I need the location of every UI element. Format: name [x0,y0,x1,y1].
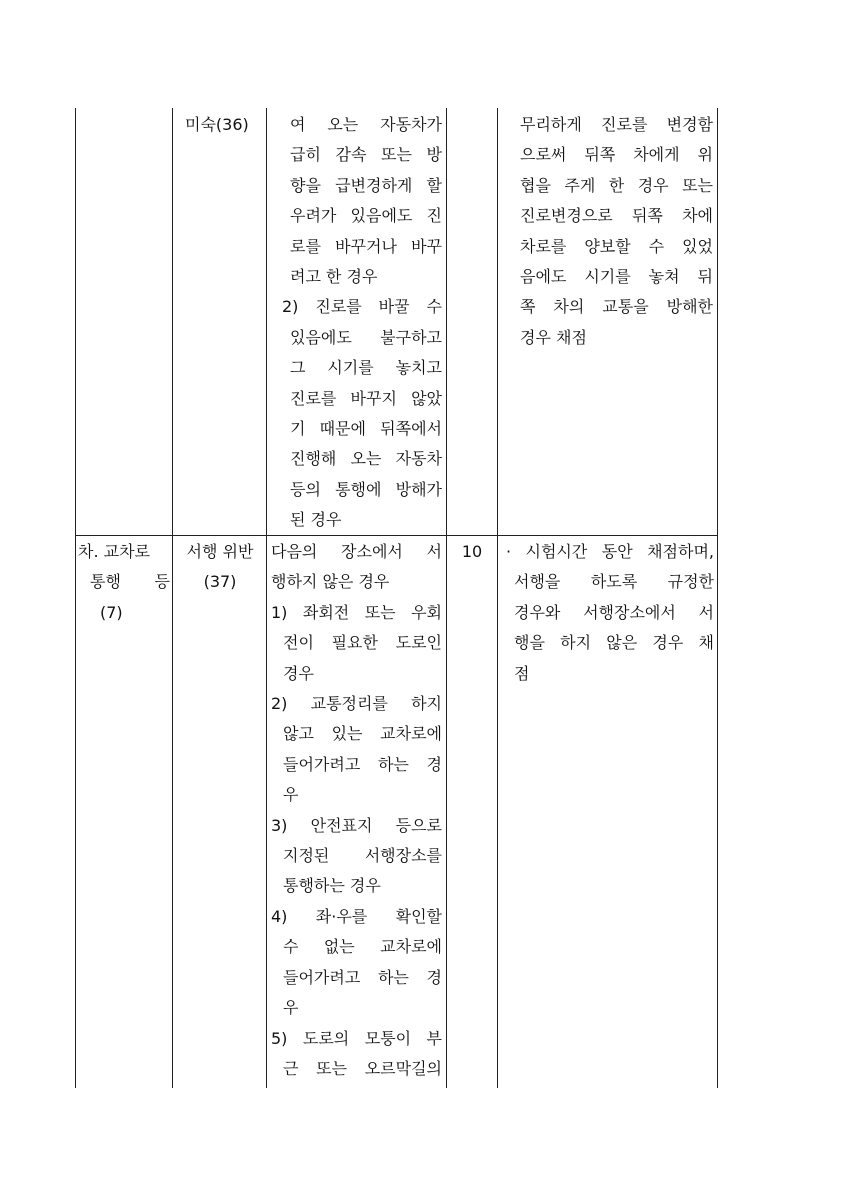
criteria-line: 급히 감속 또는 방 [290,145,442,165]
criteria-line: 들어가려고 하는 경 [283,754,442,774]
row2-note-cell [506,537,714,689]
row1-item-cell [185,110,265,140]
criteria-line: 우 [283,785,299,805]
note-line: 쪽 차의 교통을 방해한 [520,297,713,317]
criteria-line: 된 경우 [290,510,342,530]
criteria-line: 2) 교통정리를 하지 [271,694,442,714]
criteria-line: 우려가 있음에도 진 [290,206,442,226]
criteria-line: 우 [283,998,299,1018]
criteria-line: 등의 통행에 방해가 [290,479,442,499]
criteria-line: 경우 [283,663,314,683]
note-line: 차로를 양보할 수 있었 [520,236,713,256]
criteria-line: 진로를 바꾸지 않았 [290,388,442,408]
table-border-right [717,108,718,1088]
criteria-line: 4) 좌·우를 확인할 [271,906,442,926]
note-line: 협을 주게 한 경우 또는 [520,175,713,195]
table-divider-col3 [446,108,447,1088]
note-line: 경우와 서행장소에서 서 [514,602,714,622]
criteria-line: 그 시기를 놓치고 [290,358,442,378]
row2-criteria-cell [271,537,442,1084]
criteria-line: 근 또는 오르막길의 [283,1058,442,1078]
item-line: 서행 위반 [186,542,254,561]
criteria-line: 수 없는 교차로에 [283,937,442,957]
note-line: 서행을 하도록 규정한 [514,572,714,592]
note-line: 경우 채점 [520,327,587,347]
criteria-line: 지정된 서행장소를 [283,846,442,866]
note-line: 진로변경으로 뒤쪽 차에 [520,206,713,226]
criteria-line: 5) 도로의 모퉁이 부 [271,1028,442,1048]
criteria-line: 2) 진로를 바꿀 수 [282,297,442,317]
note-line: 점 [514,663,530,683]
row2-item-cell [176,537,264,598]
criteria-line: 있음에도 불구하고 [290,327,442,347]
criteria-line: 들어가려고 하는 경 [283,967,442,987]
criteria-line: 통행하는 경우 [283,876,381,896]
criteria-line: 3) 안전표지 등으로 [271,815,442,835]
item-name: 미숙(36) [185,115,249,134]
category-line: (7) [100,602,123,622]
table-divider-col2 [266,108,267,1088]
table-border-left [75,108,76,1088]
item-line: (37) [203,572,237,592]
points-value: 10 [461,542,483,561]
note-line: · 시험시간 동안 채점하며, [506,542,714,561]
note-line: 무리하게 진로를 변경함 [520,115,713,134]
row2-points-cell [447,537,497,567]
criteria-line: 행하지 않은 경우 [271,572,390,592]
row1-note-cell [520,110,713,353]
category-line: 차. 교차로 [78,542,150,561]
criteria-line: 1) 좌회전 또는 우회 [271,602,442,622]
criteria-line: 진행해 오는 자동차 [290,449,442,469]
table-divider-col1 [172,108,173,1088]
note-line: 음에도 시기를 놓쳐 뒤 [520,267,713,287]
criteria-line: 여 오는 자동차가 [290,115,442,134]
table-divider-col4 [497,108,498,1088]
criteria-line: 않고 있는 교차로에 [283,724,442,744]
criteria-line: 다음의 장소에서 서 [271,542,442,561]
note-line: 으로써 뒤쪽 차에게 위 [520,145,713,165]
criteria-line: 전이 필요한 도로인 [283,633,442,653]
criteria-line: 기 때문에 뒤쪽에서 [290,419,442,439]
category-line: 통행 등 [90,572,170,592]
criteria-line: 려고 한 경우 [290,267,378,287]
note-line: 행을 하지 않은 경우 채 [514,633,714,653]
row1-criteria-cell [278,110,442,536]
criteria-line: 향을 급변경하게 할 [290,175,442,195]
criteria-line: 로를 바꾸거나 바꾸 [290,236,442,256]
row2-category-cell [78,537,170,628]
